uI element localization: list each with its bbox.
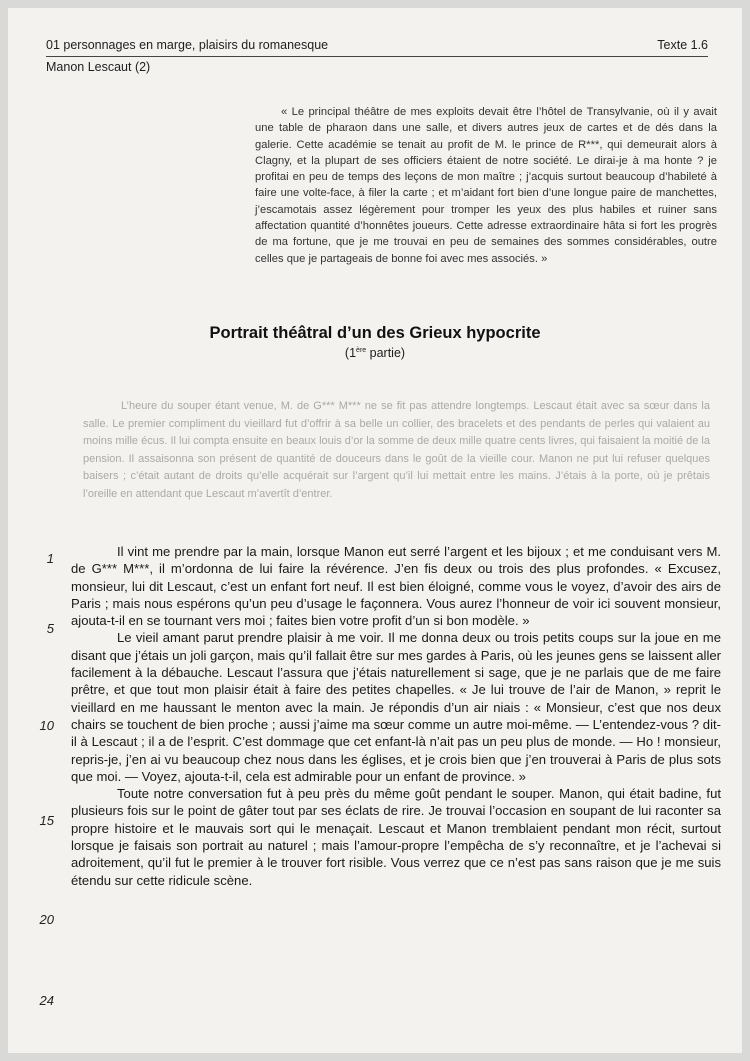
paragraph: Il vint me prendre par la main, lorsque Manon eut serré l’argent et les bijoux ; et me conduisant vers M. de G*** M***, il m’ordonna de lui faire la révérence. J’en fis deux ou trois des plus profondes. « Excusez, monsieur, lui dit Lescaut, c’est un enfant fort neuf. Il est bien éloigné, comme vous le voyez, d’avoir des airs de Paris ; mais nous espérons qu’un peu d’usage le façonnera. Vous aurez l’honneur de voir ici souvent monsieur, ajouta-t-il en se tournant vers moi ; faites bien votre profit d’un si bon modèle. » [71,544,721,629]
part-prefix: (1 [344,346,357,360]
line-number: 20 [39,912,54,927]
page-header [46,38,708,57]
paragraph: Toute notre conversation fut à peu près du même goût pendant le souper. Manon, qui était badine, fut plusieurs fois sur le point de gâter tout par ses éclats de rire. Je trouvai l’occasion en soupant de lui raconter sa propre histoire et le mauvais sort qui le menaçait. Lescaut et Manon tremblaient pendant mon récit, surtout lorsque je faisais son portrait au naturel ; mais l’amour-propre l’empêcha de s’y reconnaître, et je l’achevai si adroitement, qu’il fut le premier à le trouver fort risible. Vous verrez que ce n’est pas sans raison que je me suis étendu sur cette ridicule scène. [71,786,721,888]
part-suffix: partie) [366,346,406,360]
quote-text: « Le principal théâtre de mes exploits devait être l’hôtel de Transylvanie, où il y avait une table de pharaon dans une salle, et divers autres jeux de cartes et de dés dans la galerie. Cette académie se tenait au profit de M. le prince de R***, qui demeurait alors à Clagny, et la plupart de ses officiers étaient de notre société. Le dirai-je à ma honte ? je profitai en peu de temps des leçons de mon maître ; j’acquis surtout beaucoup d’habileté à faire une volte-face, à filer la carte ; et m’aidant fort bien d’une longue paire de manchettes, j’escamotais assez légèrement pour tromper les yeux des plus habiles et ruiner sans affectation quantité d’honnêtes joueurs. Cette adresse extraordinaire hâta si fort les progrès de ma fortune, que je me trouvai en peu de semaines des sommes considérables, outre celles que je partageais de bonne foi avec mes associés. » [255,106,717,265]
work-title: Manon Lescaut (2) [46,60,151,74]
document-page [8,8,742,1053]
line-number: 15 [39,813,54,828]
chapter-heading: 01 personnages en marge, plaisirs du romanesque [46,38,329,52]
line-number: 1 [46,551,54,566]
line-number: 5 [46,621,54,636]
faded-text: L’heure du souper étant venue, M. de G*** M*** ne se fit pas attendre longtemps. Lescaut était avec sa sœur dans la salle. Le premier compliment du vieillard fut d’offrir à sa belle un collier, des bracelets et des pendants de perles qui valaient au moins mille écus. Il lui compta ensuite en beaux louis d’or la somme de deux mille quatre cents livres, qui faisaient la moitié de la pension. Il assaisonna son présent de quantité de douceurs dans le goût de la vieille cour. Manon ne put lui refuser quelques baisers ; c’était autant de droits qu’elle acquérait sur l’argent qu’il lui mettait entre les mains. J’étais à la porte, où je prêtais l’oreille en attendant que Lescaut m’avertît d’entrer. [83,400,710,500]
part-superscript: ère [356,346,367,354]
line-number: 10 [39,718,54,733]
line-number: 24 [39,993,54,1008]
faded-paragraph [83,398,710,504]
epigraph-quote [255,104,717,267]
section-title: Portrait théâtral d’un des Grieux hypocrite [209,324,541,342]
main-text [71,543,721,889]
paragraph: Le vieil amant parut prendre plaisir à me voir. Il me donna deux ou trois petits coups sur la joue en me disant que j’étais un joli garçon, mais qu’il fallait être sur mes gardes à Paris, où les jeunes gens se laissent aller facilement à la débauche. Lescaut l’assura que j’étais naturellement si sage, que je ne parlais que de me faire prêtre, et que tout mon plaisir était à faire des petites chapelles. « Je lui trouve de l’air de Manon, » reprit le vieillard en me haussant le menton avec la main. Je répondis d’un air niais : « Monsieur, c’est que nos deux chairs se touchent de bien proche ; aussi j’aime ma sœur comme un autre moi-même. — L’entendez-vous ? dit-il à Lescaut ; il a de l’esprit. C’est dommage que cet enfant-là n’ait pas un peu plus de monde. — Ho ! monsieur, repris-je, j’en ai vu beaucoup chez nous dans les églises, et je crois bien que j’en trouverai à Paris de plus sots que moi. — Voyez, ajouta-t-il, cela est admirable pour un enfant de province. » [71,630,721,784]
section-part [8,346,742,360]
text-reference: Texte 1.6 [657,38,708,52]
